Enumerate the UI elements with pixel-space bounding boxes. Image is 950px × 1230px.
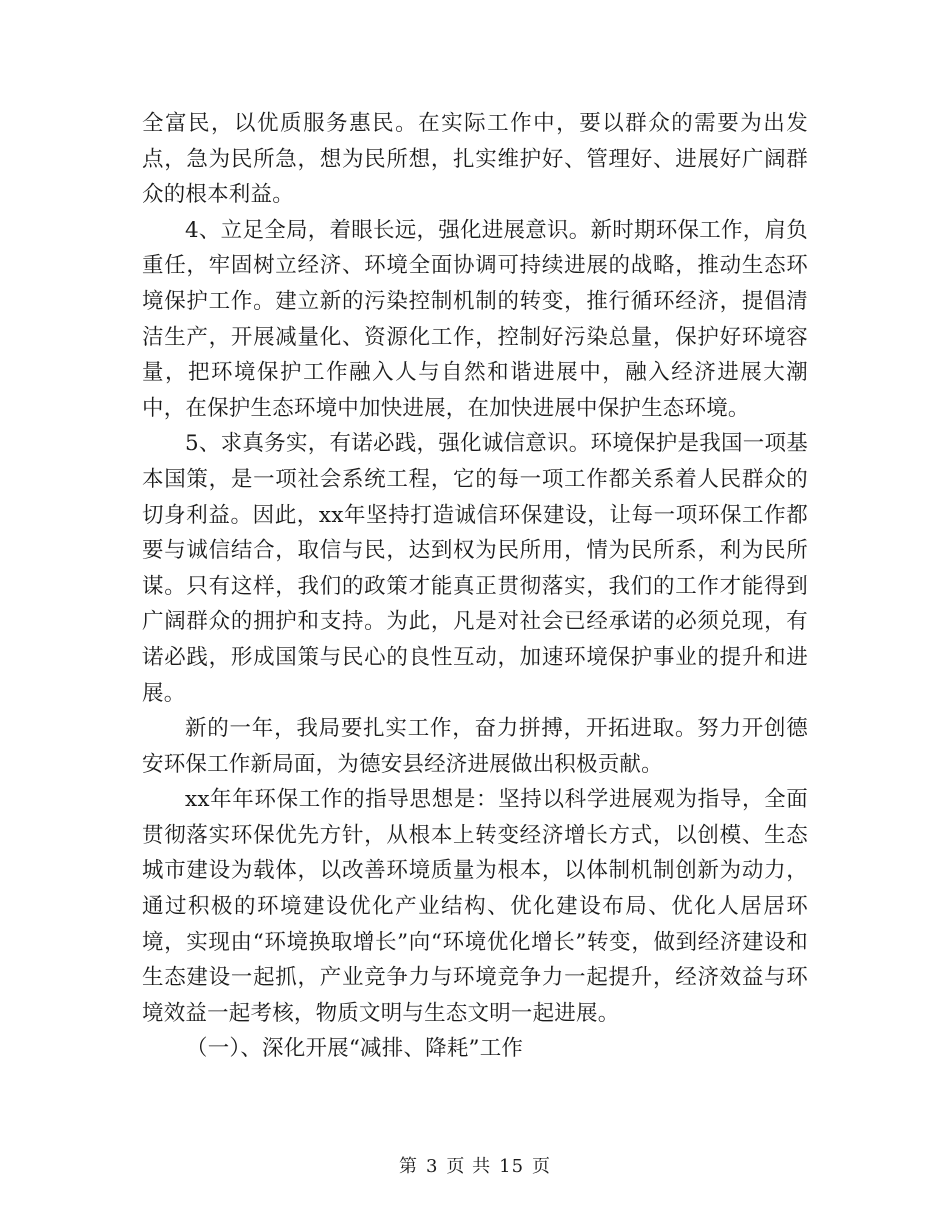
- section-heading: （一）、深化开展“减排、降耗”工作: [186, 1036, 524, 1062]
- paragraph-guiding-thought: xx年年环保工作的指导思想是：坚持以科学进展观为指导，全面贯彻落实环保优先方针，从根本上转变经济增长方式，以创模、生态城市建设为载体，以改善环境质量为根本，以体制机制创新为动力，通过积极的环境建设优化产业结构、优化建设布局、优化人居居环境，实现由“环境换取增长”向“环境优化增长”转变，做到经济建设和生态建设一起抓，产业竞争力与环境竞争力一起提升，经济效益与环境效益一起考核，物质文明与生态文明一起进展。: [142, 787, 808, 1026]
- page-footer: [0, 1152, 950, 1178]
- footer-total-pages: 15: [499, 1156, 525, 1177]
- paragraph-continuation: 全富民，以优质服务惠民。在实际工作中，要以群众的需要为出发点，急为民所急，想为民所想，扎实维护好、管理好、进展好广阔群众的根本利益。: [142, 111, 808, 208]
- paragraph-item-4: 4、立足全局，着眼长远，强化进展意识。新时期环保工作，肩负重任，牢固树立经济、环境全面协调可持续进展的战略，推动生态环境保护工作。建立新的污染控制机制的转变，推行循环经济，提倡清洁生产，开展减量化、资源化工作，控制好污染总量，保护好环境容量，把环境保护工作融入人与自然和谐进展中，融入经济进展大潮中，在保护生态环境中加快进展，在加快进展中保护生态环境。: [142, 217, 808, 421]
- document-body: [142, 106, 808, 1067]
- footer-page-number: 3: [425, 1156, 439, 1177]
- paragraph-item-5: 5、求真务实，有诺必践，强化诚信意识。环境保护是我国一项基本国策，是一项社会系统工程，它的每一项工作都关系着人民群众的切身利益。因此，xx年坚持打造诚信环保建设，让每一项环保工作都要与诚信结合，取信与民，达到权为民所用，情为民所系，利为民所谋。只有这样，我们的政策才能真正贯彻落实，我们的工作才能得到广阔群众的拥护和支持。为此，凡是对社会已经承诺的必须兑现，有诺必践，形成国策与民心的良性互动，加速环境保护事业的提升和进展。: [142, 431, 808, 706]
- paragraph-new-year: 新的一年，我局要扎实工作，奋力拼搏，开拓进取。努力开创德安环保工作新局面，为德安县经济进展做出积极贡献。: [142, 716, 808, 777]
- footer-prefix: 第: [398, 1156, 418, 1177]
- footer-middle: 页 共: [446, 1156, 492, 1177]
- footer-suffix: 页: [532, 1156, 552, 1177]
